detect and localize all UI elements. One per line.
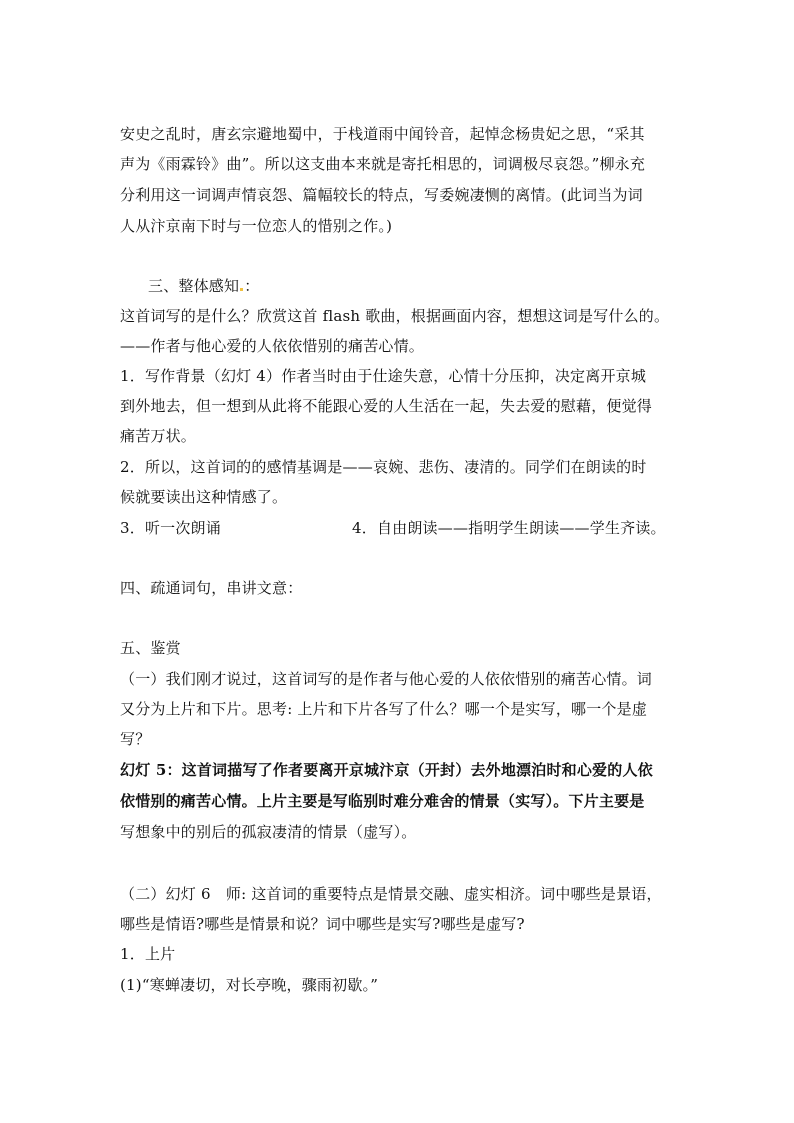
item-1-line-2: 到外地去，但一想到从此将不能跟心爱的人生活在一起，失去爱的慰藉，便觉得 [120, 397, 653, 415]
item-3: 3．听一次朗诵 [120, 519, 221, 537]
section-5-p1-line-1: （一）我们刚才说过，这首词写的是作者与他心爱的人依依惜别的痛苦心情。词 [120, 670, 653, 688]
intro-line-2: 声为《雨霖铃》曲”。所以这支曲本来就是寄托相思的，词调极尽哀怨。”柳永充 [120, 155, 646, 173]
item-2-line-1: 2．所以，这首词的的感情基调是——哀婉、悲伤、凄清的。同学们在朗读的时 [120, 458, 647, 476]
section-5-p2-line-2: 哪些是情语?哪些是情景和说？词中哪些是实写?哪些是虚写? [120, 915, 525, 933]
slide-5-line-3: 写想象中的别后的孤寂凄清的情景（虚写）。 [120, 823, 417, 841]
section-3-question: 这首词写的是什么？欣赏这首 flash 歌曲，根据画面内容，想想这词是写什么的。 [120, 307, 670, 325]
intro-line-1: 安史之乱时，唐玄宗避地蜀中，于栈道雨中闻铃音，起悼念杨贵妃之思，“采其 [120, 125, 645, 143]
intro-line-3: 分利用这一词调声情哀怨、篇幅较长的特点，写委婉凄恻的离情。(此词当为词 [120, 186, 643, 204]
section-4-heading: 四、疏通词句，串讲文意： [120, 579, 303, 597]
section-3-heading-suffix: ： [244, 277, 260, 295]
slide-5-line-1: 幻灯 5：这首词描写了作者要离开京城汴京（开封）去外地漂泊时和心爱的人依 [120, 761, 653, 779]
marker-dot-icon [240, 288, 243, 291]
section-5-heading: 五、鉴赏 [120, 639, 181, 657]
section-5-p2-line-1: （二）幻灯 6 师: 这首词的重要特点是情景交融、虚实相济。词中哪些是景语， [120, 885, 662, 903]
item-2-line-2: 候就要读出这种情感了。 [120, 488, 288, 506]
slide-5-line-2: 依惜别的痛苦心情。上片主要是写临别时难分难舍的情景（实写）。下片主要是 [120, 792, 645, 810]
quote-1: (1)“寒蝉凄切，对长亭晚，骤雨初歇。” [120, 976, 379, 994]
section-3-heading [148, 276, 259, 296]
item-1-line-3: 痛苦万状。 [120, 427, 197, 445]
section-3-answer: ——作者与他心爱的人依依惜别的痛苦心情。 [120, 337, 425, 355]
intro-line-4: 人从汴京南下时与一位恋人的惜别之作。) [120, 217, 393, 235]
item-4: 4．自由朗读——指明学生朗读——学生齐读。 [352, 519, 666, 537]
section-5-p1-line-2: 又分为上片和下片。思考: 上片和下片各写了什么？哪一个是实写，哪一个是虚 [120, 700, 648, 718]
section-3-heading-text: 三、整体感知 [148, 277, 240, 295]
section-5-p1-line-3: 写？ [120, 730, 151, 748]
subsection-1-heading: 1．上片 [120, 945, 176, 963]
item-1-line-1: 1．写作背景（幻灯 4）作者当时由于仕途失意，心情十分压抑，决定离开京城 [120, 367, 647, 385]
